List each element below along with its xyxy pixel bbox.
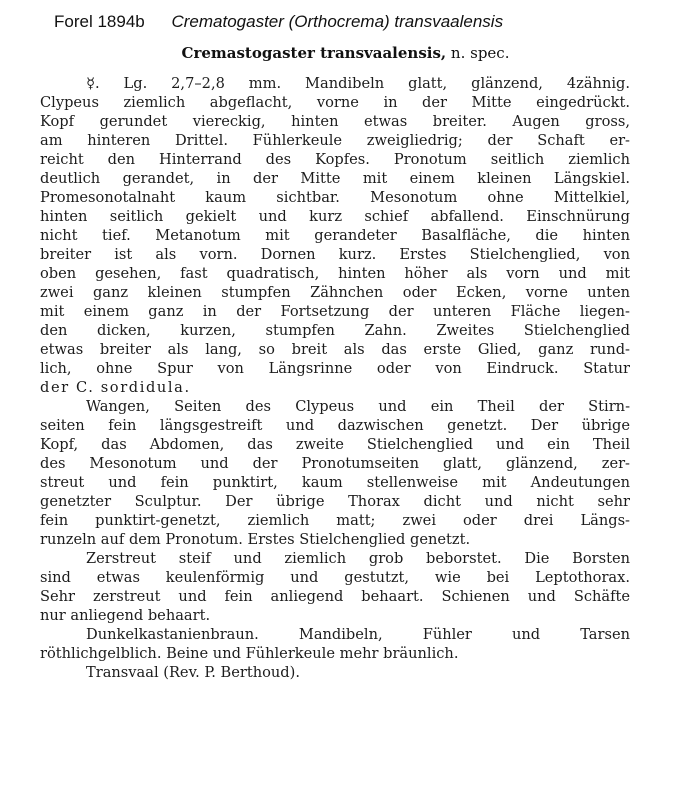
text-line: genetzter Sculptur. Der übrige Thorax dicht und nicht sehr: [40, 493, 630, 510]
citation-taxon: Crematogaster (Orthocrema) transvaalensis: [171, 12, 504, 31]
text-line: Dunkelkastanienbraun. Mandibeln, Fühler und Tarsen: [86, 626, 630, 643]
text-line: runzeln auf dem Pronotum. Erstes Stielchenglied genetzt.: [40, 531, 471, 548]
text-line: mit einem ganz in der Fortsetzung der unteren Fläche liegen-: [40, 303, 630, 320]
text-line: Transvaal (Rev. P. Berthoud).: [86, 664, 300, 681]
text-line: seiten fein längsgestreift und dazwischen genetzt. Der übrige: [40, 417, 630, 434]
text-line: der C. sordidula.: [40, 379, 191, 396]
text-line: sind etwas keulenförmig und gestutzt, wie bei Leptothorax.: [40, 569, 630, 586]
text-line: Sehr zerstreut und fein anliegend behaart. Schienen und Schäfte: [40, 588, 630, 605]
text-line: Zerstreut steif und ziemlich grob beborstet. Die Borsten: [86, 550, 630, 567]
text-line: am hinteren Drittel. Fühlerkeule zweigliedrig; der Schaft er-: [40, 132, 630, 149]
text-line: zwei ganz kleinen stumpfen Zähnchen oder Ecken, vorne unten: [40, 284, 630, 301]
text-line: fein punktirt-genetzt, ziemlich matt; zwei oder drei Längs-: [40, 512, 630, 529]
text-line: Promesonotalnaht kaum sichtbar. Mesonotum ohne Mittelkiel,: [40, 189, 630, 206]
species-heading: [0, 44, 691, 62]
text-line: röthlichgelblich. Beine und Fühlerkeule mehr bräunlich.: [40, 645, 459, 662]
text-line: deutlich gerandet, in der Mitte mit einem kleinen Längskiel.: [40, 170, 630, 187]
text-line: reicht den Hinterrand des Kopfes. Pronotum seitlich ziemlich: [40, 151, 630, 168]
description-text: [40, 74, 630, 682]
text-line: nur anliegend behaart.: [40, 607, 211, 624]
text-line: ☿. Lg. 2,7–2,8 mm. Mandibeln glatt, glänzend, 4zähnig.: [86, 75, 630, 92]
text-line: nicht tief. Metanotum mit gerandeter Basalfläche, die hinten: [40, 227, 630, 244]
text-line: breiter ist als vorn. Dornen kurz. Erstes Stielchenglied, von: [40, 246, 630, 263]
text-line: hinten seitlich gekielt und kurz schief abfallend. Einschnürung: [40, 208, 630, 225]
citation-author-year: Forel 1894b: [54, 12, 145, 31]
text-line: Kopf gerundet viereckig, hinten etwas breiter. Augen gross,: [40, 113, 630, 130]
text-line: streut und fein punktirt, kaum stellenweise mit Andeutungen: [40, 474, 630, 491]
text-line: Clypeus ziemlich abgeflacht, vorne in der Mitte eingedrückt.: [40, 94, 630, 111]
text-line: Kopf, das Abdomen, das zweite Stielchenglied und ein Theil: [40, 436, 630, 453]
text-line: des Mesonotum und der Pronotumseiten glatt, glänzend, zer-: [40, 455, 630, 472]
text-line: oben gesehen, fast quadratisch, hinten höher als vorn und mit: [40, 265, 630, 282]
text-line: den dicken, kurzen, stumpfen Zahn. Zweites Stielchenglied: [40, 322, 630, 339]
text-line: Wangen, Seiten des Clypeus und ein Theil der Stirn-: [86, 398, 630, 415]
citation-header: [54, 12, 503, 32]
species-status: n. spec.: [450, 44, 510, 62]
text-line: etwas breiter als lang, so breit als das erste Glied, ganz rund-: [40, 341, 630, 358]
text-line: lich, ohne Spur von Längsrinne oder von Eindruck. Statur: [40, 360, 630, 377]
species-name: Cremastogaster transvaalensis,: [181, 44, 447, 62]
